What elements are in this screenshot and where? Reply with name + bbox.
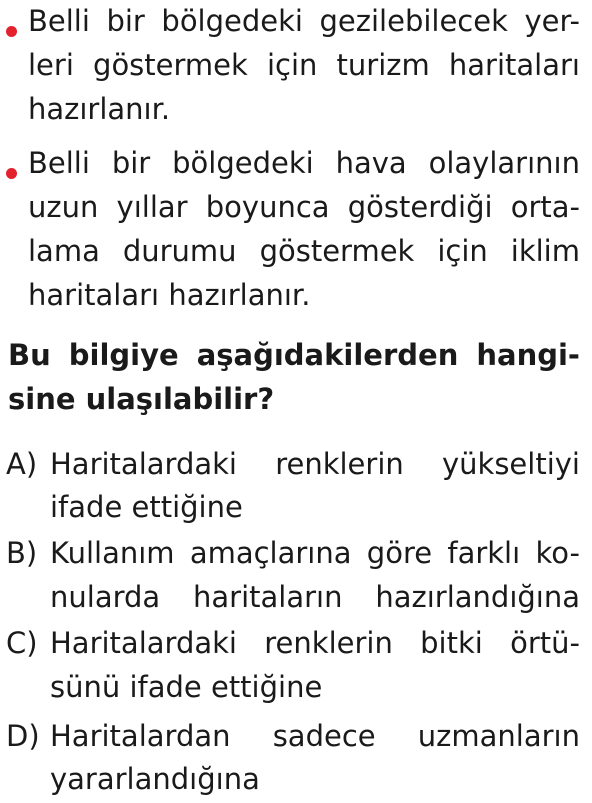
option-d-line-2: yararlandığına [50, 762, 260, 796]
option-letter: B) [6, 536, 38, 570]
option-b-line-2: nularda haritaların hazırlandığına [50, 580, 580, 614]
bullet-2-line-3: lama durumu göstermek için iklim [28, 234, 580, 268]
option-c-line-2: sünü ifade ettiğine [50, 670, 323, 704]
option-d-line-1: Haritalardan sadece uzmanların [50, 719, 580, 753]
option-letter: C) [6, 626, 38, 660]
option-a-line-2: ifade ettiğine [50, 490, 243, 524]
bullet-1-line-3: hazırlanır. [28, 92, 171, 126]
bullet-2-line-4: haritaları hazırlanır. [28, 278, 311, 312]
option-b-line-1: Kullanım amaçlarına göre farklı ko- [50, 536, 580, 570]
bullet-1-line-2: leri göstermek için turizm haritaları [28, 48, 580, 82]
option-letter: A) [6, 447, 38, 481]
option-letter: D) [6, 719, 40, 753]
question-line-2: sine ulaşılabilir? [8, 382, 275, 416]
option-a-line-1: Haritalardaki renklerin yükseltiyi [50, 447, 580, 481]
option-c-line-1: Haritalardaki renklerin bitki örtü- [50, 626, 580, 660]
bullet-marker [6, 26, 17, 37]
bullet-1-line-1: Belli bir bölgedeki gezilebilecek yer- [28, 4, 580, 38]
question-line-1: Bu bilgiye aşağıdakilerden hangi- [8, 338, 580, 372]
bullet-marker [6, 168, 17, 179]
bullet-2-line-2: uzun yıllar boyunca gösterdiği orta- [28, 190, 580, 224]
bullet-2-line-1: Belli bir bölgedeki hava olaylarının [28, 146, 580, 180]
